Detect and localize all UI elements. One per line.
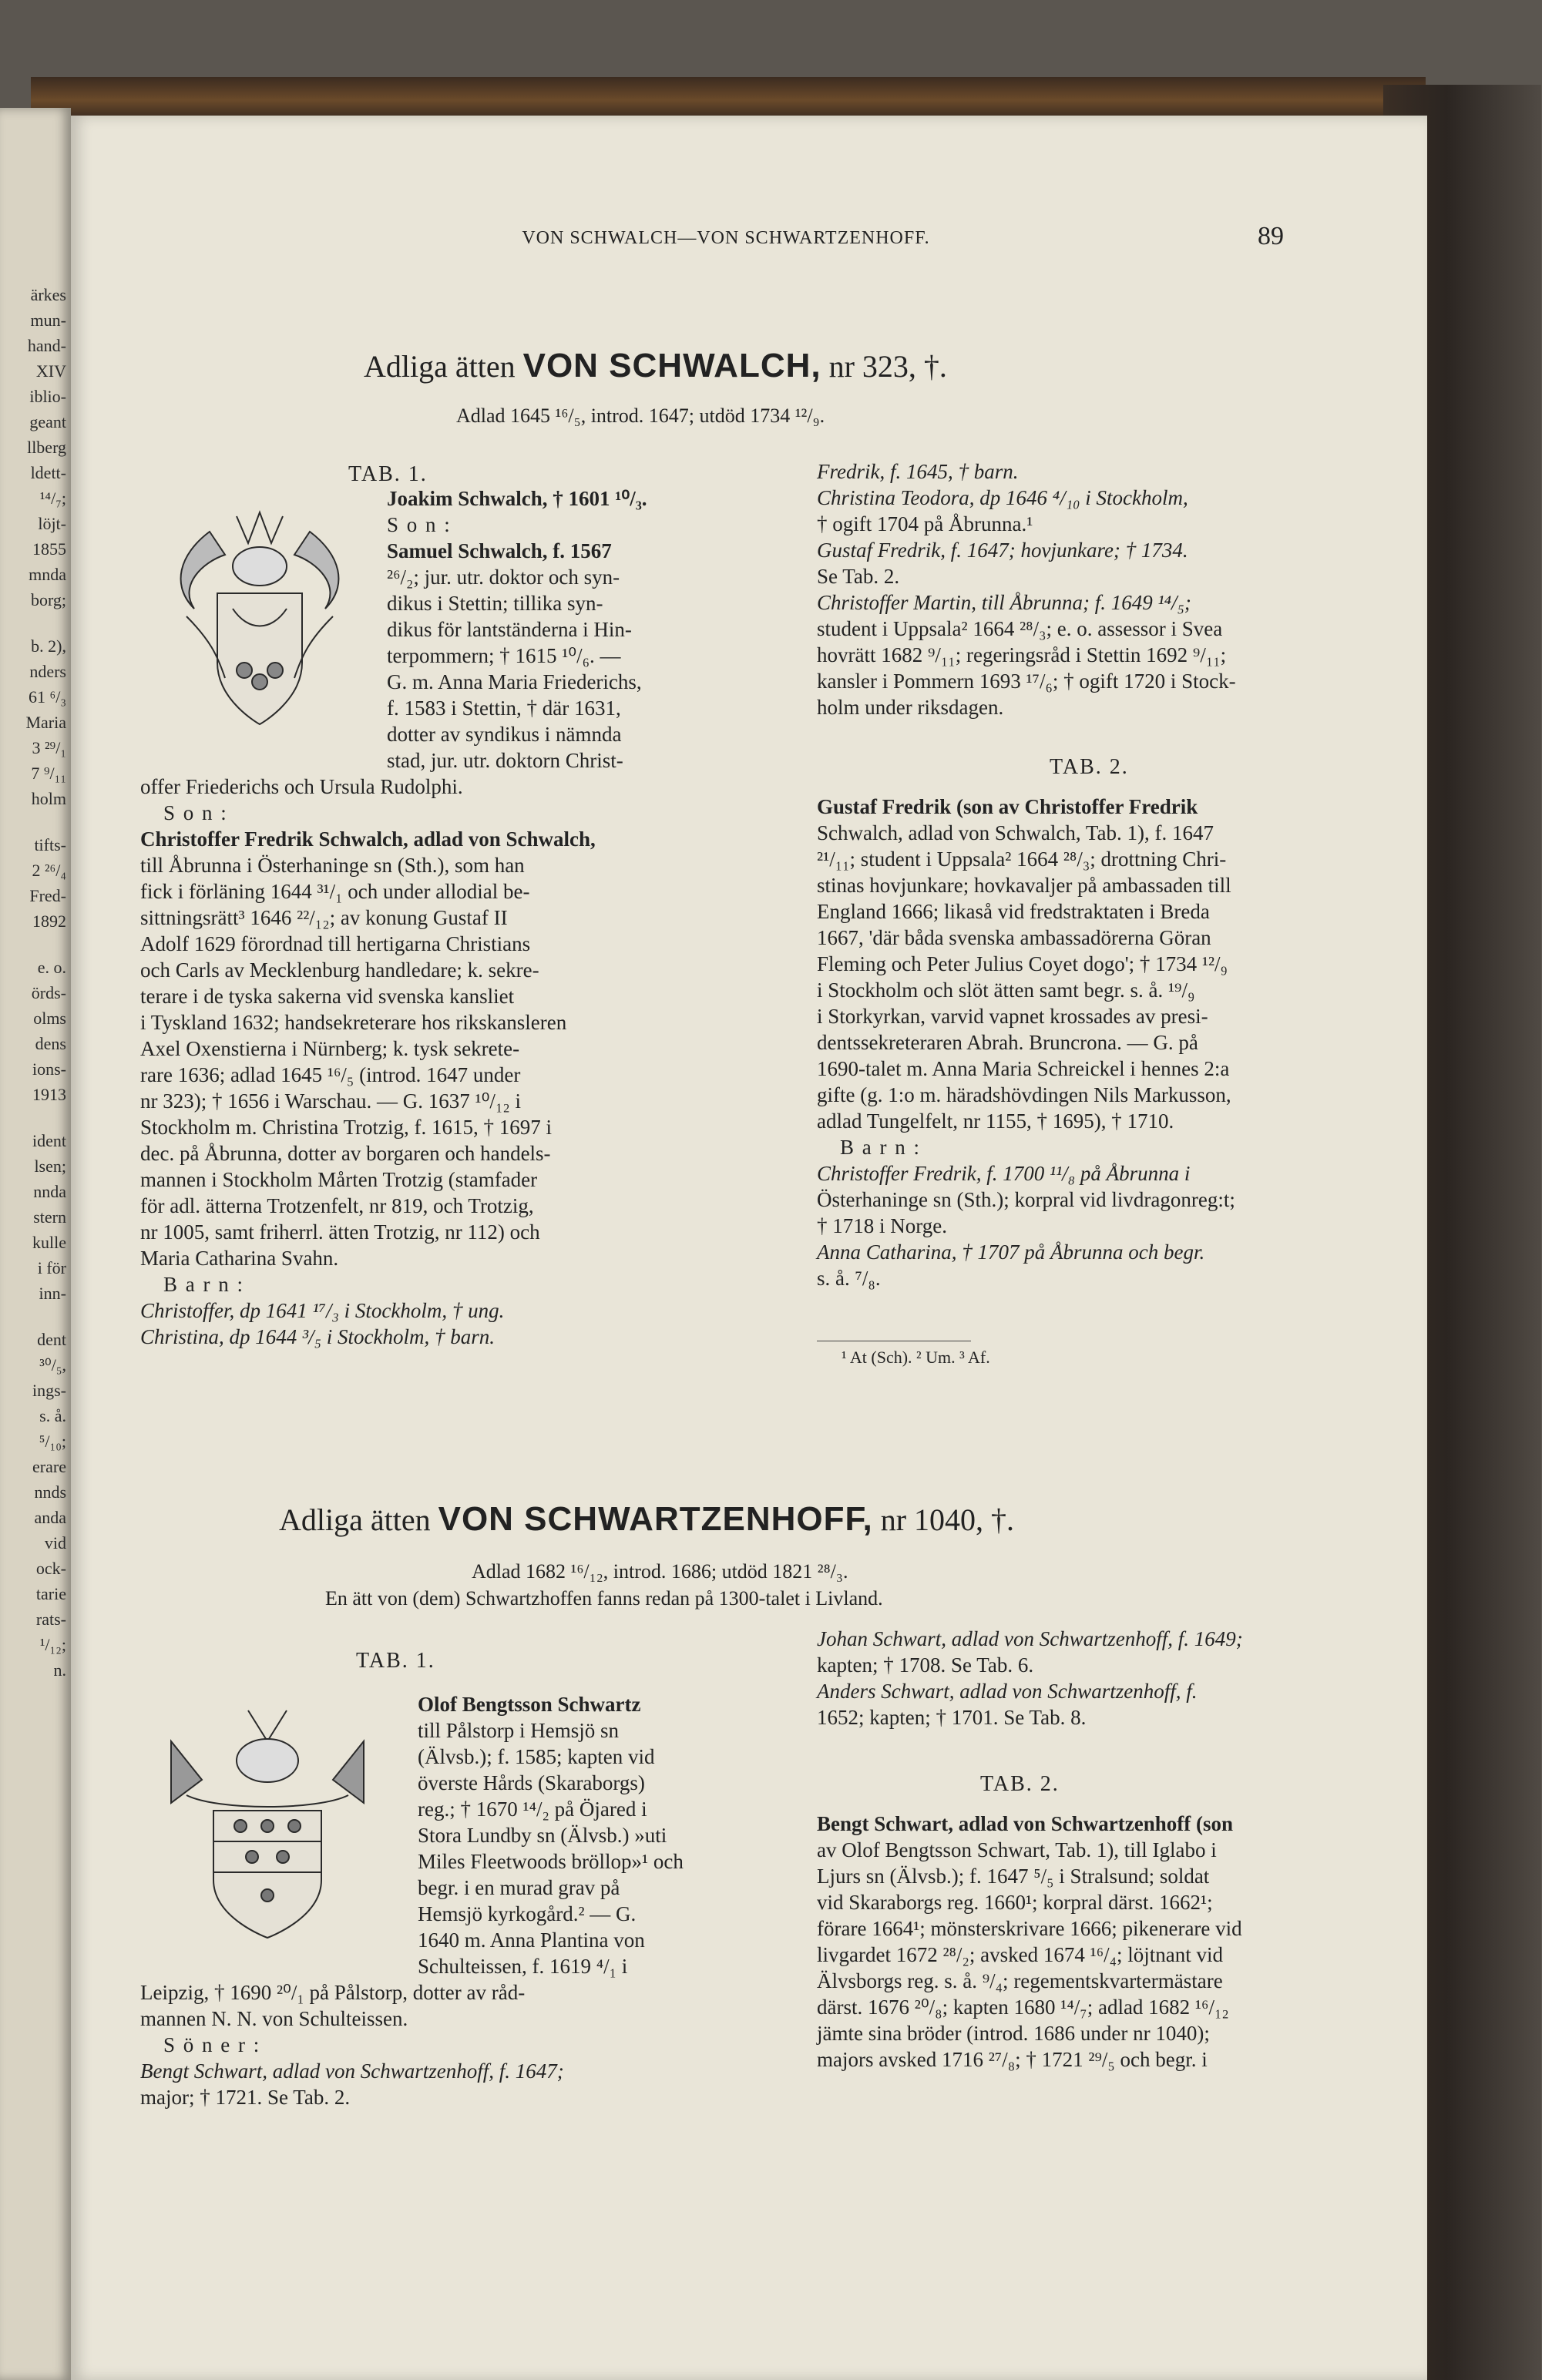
- facing-page-fragment: holm: [31, 789, 66, 808]
- text-line: Älvsborgs reg. s. å. ⁹/₄; regementskvartermästare: [817, 1969, 1223, 1992]
- facing-page-fragment: örds-: [31, 983, 66, 1002]
- section1-family-name: VON SCHWALCH,: [522, 347, 821, 384]
- text-line: 1640 m. Anna Plantina von: [418, 1929, 645, 1952]
- text-line: sittningsrätt³ 1646 ²²/₁₂; av konung Gustaf II: [140, 906, 508, 929]
- text-line: Olof Bengtsson Schwartz: [418, 1693, 641, 1716]
- facing-page-fragment: XIV: [35, 361, 66, 381]
- text-line: i Tyskland 1632; handsekreterare hos rikskansleren: [140, 1011, 567, 1034]
- facing-page-margin: [0, 108, 71, 2380]
- facing-page-fragment: olms: [33, 1009, 66, 1028]
- facing-page-fragment: ions-: [32, 1059, 66, 1079]
- text-line: till Åbrunna i Österhaninge sn (Sth.), som han: [140, 854, 525, 877]
- facing-page-fragment: ldett-: [30, 463, 66, 482]
- text-line: offer Friederichs och Ursula Rudolphi.: [140, 775, 463, 798]
- section1-right-tab-heading: TAB. 2.: [1050, 755, 1129, 779]
- text-line: 1667, 'där båda svenska ambassadörerna Göran: [817, 926, 1211, 949]
- text-line: Gustaf Fredrik (son av Christoffer Fredrik: [817, 795, 1198, 818]
- text-line: Stockholm m. Christina Trotzig, f. 1615, † 1697 i: [140, 1116, 553, 1139]
- book-page: [71, 116, 1427, 2380]
- text-line: stinas hovjunkare; hovkavaljer på ambassaden till: [817, 874, 1231, 897]
- page-number: 89: [1258, 222, 1284, 250]
- text-line: Anna Catharina, † 1707 på Åbrunna och begr.: [817, 1240, 1205, 1264]
- section2-left-tab-heading: TAB. 1.: [356, 1649, 435, 1673]
- text-line: Schwalch, adlad von Schwalch, Tab. 1), f. 1647: [817, 821, 1214, 844]
- text-line: begr. i en murad grav på: [418, 1876, 620, 1899]
- text-line: 1652; kapten; † 1701. Se Tab. 8.: [817, 1706, 1087, 1729]
- section2-right-column-bottom: [817, 1811, 1418, 2073]
- facing-page-fragment: i för: [37, 1258, 66, 1277]
- text-line: av Olof Bengtsson Schwart, Tab. 1), till Iglabo i: [817, 1838, 1217, 1861]
- text-line: gifte (g. 1:o m. häradshövdingen Nils Markusson,: [817, 1083, 1231, 1106]
- text-line: † ogift 1704 på Åbrunna.¹: [817, 512, 1033, 535]
- section1-left-tab-heading: TAB. 1.: [348, 462, 428, 486]
- text-line: B a r n :: [840, 1136, 921, 1159]
- text-line: Maria Catharina Svahn.: [140, 1247, 339, 1270]
- facing-page-fragment: nders: [29, 662, 66, 681]
- text-line: Joakim Schwalch, † 1601 ¹⁰/₃.: [387, 487, 647, 510]
- text-line: i Storkyrkan, varvid vapnet krossades av presi-: [817, 1005, 1208, 1028]
- facing-page-fragment: ³⁰/₅,: [39, 1355, 66, 1375]
- text-line: student i Uppsala² 1664 ²⁸/₃; e. o. assessor i Svea: [817, 617, 1223, 640]
- section1-title-prefix: Adliga ätten: [364, 349, 516, 384]
- section2-right-tab-heading: TAB. 2.: [980, 1772, 1060, 1796]
- facing-page-fragment: n.: [53, 1660, 66, 1680]
- section2-title-suffix: nr 1040, †.: [880, 1502, 1015, 1537]
- text-line: Se Tab. 2.: [817, 565, 900, 588]
- text-line: terare i de tyska sakerna vid svenska kansliet: [140, 985, 515, 1008]
- text-line: för adl. ätterna Trotzenfelt, nr 819, och Trotzig,: [140, 1194, 534, 1217]
- text-line: major; † 1721. Se Tab. 2.: [140, 2086, 351, 2109]
- text-line: † 1718 i Norge.: [817, 1214, 947, 1237]
- facing-page-fragment: anda: [34, 1508, 66, 1527]
- text-line: S o n :: [163, 801, 228, 824]
- facing-page-fragment: löjt-: [38, 514, 66, 533]
- section2-intro: En ätt von (dem) Schwartzhoffen fanns redan på 1300-talet i Livland.: [325, 1587, 883, 1610]
- facing-page-fragment: Maria: [25, 713, 66, 732]
- section1-left-column: [140, 485, 757, 1350]
- text-line: Christina, dp 1644 ³/₅ i Stockholm, † barn.: [140, 1325, 495, 1348]
- facing-page-fragment: ärkes: [30, 285, 66, 304]
- facing-page-fragment: 1855: [32, 539, 66, 559]
- facing-page-fragment: nnda: [33, 1182, 66, 1201]
- text-line: dikus för lantständerna i Hin-: [387, 618, 632, 641]
- facing-page-fragment: stern: [33, 1207, 66, 1227]
- text-line: till Pålstorp i Hemsjö sn: [418, 1719, 620, 1742]
- text-line: Fleming och Peter Julius Coyet dogo'; † 1734 ¹²/₉: [817, 952, 1228, 975]
- facing-page-fragment: e. o.: [37, 958, 66, 977]
- facing-page-fragment: 1892: [32, 911, 66, 931]
- text-line: ²¹/₁₁; student i Uppsala² 1664 ²⁸/₃; drottning Chri-: [817, 848, 1227, 871]
- section1-title-suffix: nr 323, †.: [828, 349, 947, 384]
- text-line: Hemsjö kyrkogård.² — G.: [418, 1902, 637, 1925]
- facing-page-fragment: llberg: [27, 438, 66, 457]
- text-line: Bengt Schwart, adlad von Schwartzenhoff (son: [817, 1812, 1234, 1835]
- facing-page-fragment: inn-: [39, 1284, 66, 1303]
- facing-page-fragment: iblio-: [29, 387, 66, 406]
- facing-page-fragment: erare: [32, 1457, 66, 1476]
- text-line: fick i förläning 1644 ³¹/₁ och under allodial be-: [140, 880, 530, 903]
- text-line: Bengt Schwart, adlad von Schwartzenhoff, f. 1647;: [140, 2059, 564, 2083]
- facing-page-fragment: lsen;: [34, 1156, 66, 1176]
- text-line: Anders Schwart, adlad von Schwartzenhoff, f.: [817, 1680, 1198, 1703]
- text-line: Axel Oxenstierna i Nürnberg; k. tysk sekrete-: [140, 1037, 520, 1060]
- text-line: rare 1636; adlad 1645 ¹⁶/₅ (introd. 1647 under: [140, 1063, 521, 1086]
- text-line: majors avsked 1716 ²⁷/₈; † 1721 ²⁹/₅ och begr. i: [817, 2048, 1208, 2071]
- facing-page-fragment: dens: [35, 1034, 66, 1053]
- text-line: dec. på Åbrunna, dotter av borgaren och handels-: [140, 1142, 551, 1165]
- text-line: England 1666; likaså vid fredstraktaten i Breda: [817, 900, 1210, 923]
- facing-page-fragment: rats-: [35, 1610, 66, 1629]
- facing-page-fragment: 1913: [32, 1085, 66, 1104]
- section1-right-column-top: [817, 458, 1418, 720]
- section2-left-column: [140, 1691, 764, 2110]
- text-line: Adolf 1629 förordnad till hertigarna Christians: [140, 932, 531, 955]
- text-line: Leipzig, † 1690 ²⁰/₁ på Pålstorp, dotter av råd-: [140, 1981, 526, 2004]
- text-line: mannen i Stockholm Mårten Trotzig (stamfader: [140, 1168, 538, 1191]
- text-line: överste Hårds (Skaraborgs): [418, 1771, 645, 1794]
- text-line: nr 1005, samt friherrl. ätten Trotzig, nr 112) och: [140, 1220, 540, 1244]
- text-line: Johan Schwart, adlad von Schwartzenhoff, f. 1649;: [817, 1627, 1243, 1650]
- facing-page-fragment: dent: [37, 1330, 66, 1349]
- section1-right-column-bottom: [817, 794, 1418, 1291]
- text-line: Christoffer, dp 1641 ¹⁷/₃ i Stockholm, † ung.: [140, 1299, 505, 1322]
- facing-page-fragment: ¹⁴/₇;: [39, 488, 66, 508]
- section1-footnotes: ¹ At (Sch). ² Um. ³ Af.: [842, 1348, 990, 1367]
- text-line: adlad Tungelfelt, nr 1155, † 1695), † 1710.: [817, 1109, 1174, 1133]
- facing-page-fragment: tarie: [35, 1584, 66, 1603]
- facing-page-fragment: 2 ²⁶/₄: [32, 861, 66, 880]
- text-line: jämte sina bröder (introd. 1686 under nr 1040);: [817, 2022, 1210, 2045]
- facing-page-fragment: mnda: [29, 565, 66, 584]
- facing-page-fragment: tifts-: [34, 835, 66, 854]
- facing-page-fragment: geant: [29, 412, 66, 431]
- text-line: G. m. Anna Maria Friederichs,: [387, 670, 642, 693]
- text-line: reg.; † 1670 ¹⁴/₂ på Öjared i: [418, 1798, 647, 1821]
- text-line: hovrätt 1682 ⁹/₁₁; regeringsråd i Stettin 1692 ⁹/₁₁;: [817, 643, 1227, 666]
- text-line: livgardet 1672 ²⁸/₂; avsked 1674 ¹⁶/₄; löjtnant vid: [817, 1943, 1224, 1966]
- text-line: terpommern; † 1615 ¹⁰/₆. —: [387, 644, 621, 667]
- section2-title-prefix: Adliga ätten: [279, 1502, 431, 1537]
- text-line: stad, jur. utr. doktorn Christ-: [387, 749, 623, 772]
- text-line: kapten; † 1708. Se Tab. 6.: [817, 1653, 1034, 1677]
- text-line: S ö n e r :: [163, 2033, 261, 2056]
- text-line: nr 323); † 1656 i Warschau. — G. 1637 ¹⁰/₁₂ i: [140, 1089, 522, 1113]
- facing-page-fragment: vid: [44, 1533, 66, 1553]
- facing-page-fragment: 61 ⁶/₃: [29, 687, 66, 707]
- text-line: Christoffer Fredrik Schwalch, adlad von Schwalch,: [140, 827, 596, 851]
- text-line: mannen N. N. von Schulteissen.: [140, 2007, 408, 2030]
- text-line: dotter av syndikus i nämnda: [387, 723, 622, 746]
- text-line: ²⁶/₂; jur. utr. doktor och syn-: [387, 566, 620, 589]
- facing-page-fragment: b. 2),: [31, 636, 66, 656]
- running-title: VON SCHWALCH—VON SCHWARTZENHOFF.: [522, 228, 930, 248]
- text-line: Österhaninge sn (Sth.); korpral vid livdragonreg:t;: [817, 1188, 1235, 1211]
- text-line: Schulteissen, f. 1619 ⁴/₁ i: [418, 1955, 628, 1978]
- facing-page-fragment: ident: [32, 1131, 66, 1150]
- section1-subtitle: Adlad 1645 ¹⁶/₅, introd. 1647; utdöd 1734 ¹²/₉.: [456, 404, 825, 427]
- text-line: dentssekreteraren Abrah. Bruncrona. — G. på: [817, 1031, 1198, 1054]
- text-line: och Carls av Mecklenburg handledare; k. sekre-: [140, 958, 539, 982]
- facing-page-fragment: ock-: [35, 1559, 66, 1578]
- text-line: förare 1664¹; mönsterskrivare 1666; pikenerare vid: [817, 1917, 1242, 1940]
- facing-page-fragment: nnds: [34, 1482, 66, 1502]
- text-line: Gustaf Fredrik, f. 1647; hovjunkare; † 1734.: [817, 539, 1188, 562]
- text-line: f. 1583 i Stettin, † där 1631,: [387, 697, 621, 720]
- facing-page-fragment: s. å.: [39, 1406, 66, 1425]
- text-line: (Älvsb.); f. 1585; kapten vid: [418, 1745, 655, 1768]
- facing-page-fragment: ings-: [32, 1381, 66, 1400]
- text-line: s. å. ⁷/₈.: [817, 1267, 881, 1290]
- text-line: därst. 1676 ²⁰/₈; kapten 1680 ¹⁴/₇; adlad 1682 ¹⁶/₁₂: [817, 1996, 1229, 2019]
- facing-page-fragment: hand-: [27, 336, 66, 355]
- facing-page-fragment: 3 ²⁹/₁: [32, 738, 66, 757]
- facing-page-fragment: kulle: [32, 1233, 66, 1252]
- text-line: Miles Fleetwoods bröllop»¹ och: [418, 1850, 684, 1873]
- section2-title: [279, 1500, 1014, 1539]
- text-line: Stora Lundby sn (Älvsb.) »uti: [418, 1824, 667, 1847]
- text-line: Samuel Schwalch, f. 1567: [387, 539, 612, 562]
- text-line: holm under riksdagen.: [817, 696, 1004, 719]
- text-line: Christoffer Martin, till Åbrunna; f. 1649 ¹⁴/₅;: [817, 591, 1191, 614]
- facing-page-fragment: ¹/₁₂;: [39, 1635, 66, 1654]
- text-line: dikus i Stettin; tillika syn-: [387, 592, 603, 615]
- facing-page-fragment: 7 ⁹/₁₁: [31, 764, 66, 783]
- facing-page-fragment: borg;: [30, 590, 66, 609]
- text-line: Christina Teodora, dp 1646 ⁴/₁₀ i Stockholm,: [817, 486, 1188, 509]
- section2-right-column-top: [817, 1626, 1418, 1730]
- text-line: vid Skaraborgs reg. 1660¹; korpral därst. 1662¹;: [817, 1891, 1213, 1914]
- facing-page-fragment: ⁵/₁₀;: [39, 1432, 66, 1451]
- facing-page-fragment: mun-: [30, 311, 66, 330]
- section2-subtitle: Adlad 1682 ¹⁶/₁₂, introd. 1686; utdöd 1821 ²⁸/₃.: [472, 1560, 848, 1583]
- text-line: S o n :: [387, 513, 452, 536]
- section1-title: [364, 347, 947, 385]
- text-line: B a r n :: [163, 1273, 244, 1296]
- facing-page-fragment: Fred-: [29, 886, 66, 905]
- text-line: Christoffer Fredrik, f. 1700 ¹¹/₈ på Åbrunna i: [817, 1162, 1191, 1185]
- section2-family-name: VON SCHWARTZENHOFF,: [438, 1500, 873, 1538]
- text-line: i Stockholm och slöt ätten samt begr. s. å. ¹⁹/₉: [817, 979, 1195, 1002]
- text-line: kansler i Pommern 1693 ¹⁷/₆; † ogift 1720 i Stock-: [817, 670, 1236, 693]
- text-line: 1690-talet m. Anna Maria Schreickel i hennes 2:a: [817, 1057, 1230, 1080]
- text-line: Fredrik, f. 1645, † barn.: [817, 460, 1019, 483]
- text-line: Ljurs sn (Älvsb.); f. 1647 ⁵/₅ i Stralsund; soldat: [817, 1865, 1210, 1888]
